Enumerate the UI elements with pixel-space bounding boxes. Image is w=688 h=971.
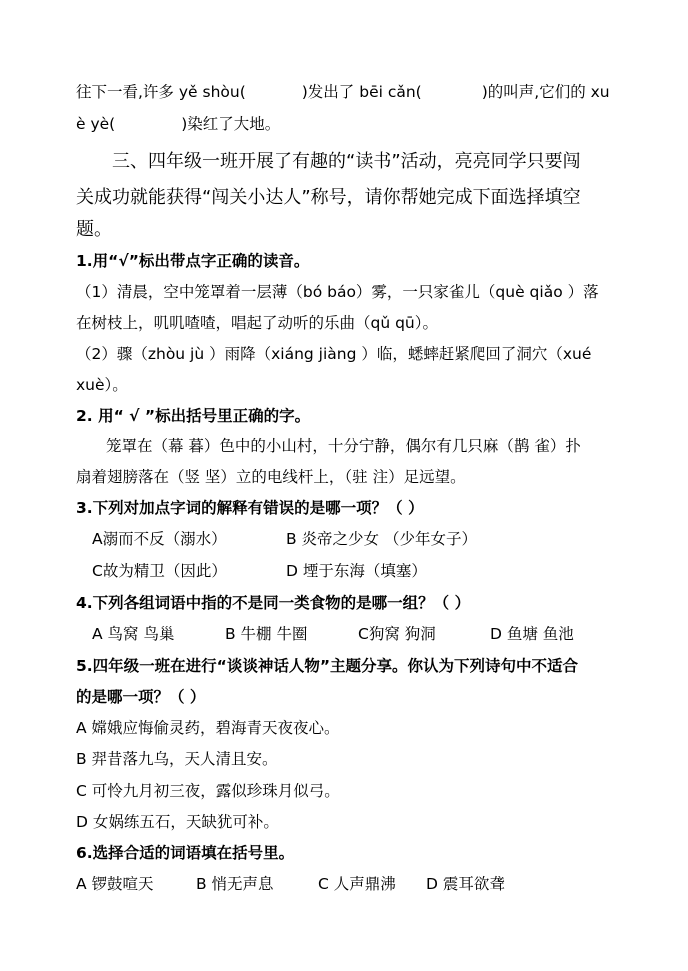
q6-option-a[interactable]: A 锣鼓喧天 (76, 875, 154, 893)
q4-option-c[interactable]: C狗窝 狗洞 (358, 625, 436, 643)
q2-title: 2. 用“ √ ”标出括号里正确的字。 (76, 407, 311, 425)
q2-line-1: 笼罩在（幕 暮）色中的小山村，十分宁静，偶尔有几只麻（鹊 雀）扑 (106, 437, 581, 455)
q3-option-b[interactable]: B 炎帝之少女 （少年女子） (286, 530, 477, 548)
q1-title: 1.用“√”标出带点字正确的读音。 (76, 252, 310, 270)
intro-line-1 (76, 82, 610, 102)
intro-text-2b: )染红了大地。 (181, 115, 281, 133)
section-3-line-2: 关成功就能获得“闯关小达人”称号，请你帮她完成下面选择填空 (76, 187, 581, 208)
q3-title: 3.下列对加点字词的解释有错误的是哪一项？（ ） (76, 499, 424, 517)
q4-option-b[interactable]: B 牛棚 牛圈 (225, 625, 308, 643)
q5-title-line-2: 的是哪一项？（ ） (76, 688, 206, 706)
q6-option-d[interactable]: D 震耳欲聋 (426, 875, 505, 893)
intro-text-1c: )的叫声,它们的 xu (481, 83, 610, 101)
q5-option-a[interactable]: A 嫦娥应悔偷灵药，碧海青天夜夜心。 (76, 719, 340, 737)
intro-line-2 (76, 114, 280, 134)
q3-option-c[interactable]: C故为精卫（因此） (92, 562, 227, 580)
q5-option-b[interactable]: B 羿昔落九乌，天人清且安。 (76, 750, 278, 768)
q3-option-a[interactable]: A溺而不反（溺水） (92, 530, 227, 548)
q5-title-line-1: 5.四年级一班在进行“谈谈神话人物”主题分享。你认为下列诗句中不适合 (76, 657, 579, 675)
q1-line-2: 在树枝上，叽叽喳喳，唱起了动听的乐曲（qǔ qū）。 (76, 314, 439, 332)
q4-title: 4.下列各组词语中指的不是同一类食物的是哪一组？（ ） (76, 594, 471, 612)
q4-option-a[interactable]: A 鸟窝 鸟巢 (92, 625, 175, 643)
q3-option-d[interactable]: D 堙于东海（填塞） (286, 562, 427, 580)
q6-option-c[interactable]: C 人声鼎沸 (318, 875, 396, 893)
q1-line-1: （1）清晨，空中笼罩着一层薄（bó báo）雾，一只家雀儿（què qiǎo ）落 (76, 283, 599, 301)
section-3-line-3: 题。 (76, 219, 112, 240)
q6-title: 6.选择合适的词语填在括号里。 (76, 844, 295, 862)
intro-text-2a: è yè( (76, 115, 116, 133)
q4-option-d[interactable]: D 鱼塘 鱼池 (490, 625, 574, 643)
q6-option-b[interactable]: B 悄无声息 (196, 875, 274, 893)
q5-option-c[interactable]: C 可怜九月初三夜，露似珍珠月似弓。 (76, 782, 340, 800)
q1-line-4: xuè）。 (76, 376, 128, 394)
q1-line-3: （2）骤（zhòu jù ）雨降（xiáng jiàng ）临，蟋蟀赶紧爬回了洞穴（xué (76, 345, 592, 363)
intro-text-1a: 往下一看,许多 yě shòu( (76, 83, 246, 101)
section-3-line-1: 三、四年级一班开展了有趣的“读书”活动，亮亮同学只要闯 (112, 151, 581, 172)
q5-option-d[interactable]: D 女娲练五石，天缺犹可补。 (76, 813, 279, 831)
intro-text-1b: )发出了 bēi cǎn( (301, 83, 422, 101)
q2-line-2: 扇着翅膀落在（竖 坚）立的电线杆上，（驻 注）足远望。 (76, 468, 466, 486)
